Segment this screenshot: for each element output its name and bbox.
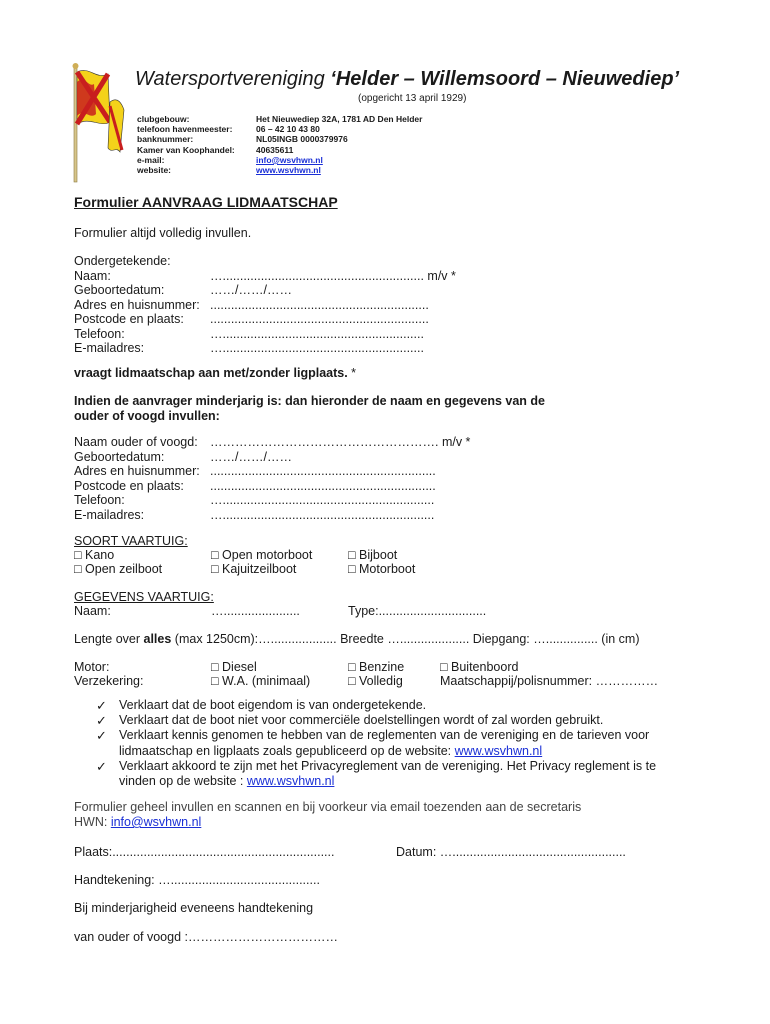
field-label: Postcode en plaats: (74, 312, 184, 326)
name-field[interactable]: ….......................................................... m/v * (210, 268, 456, 283)
info-label: website: (137, 165, 172, 176)
checkbox-volledig[interactable]: □ Volledig (348, 674, 403, 688)
minor-instruction-line1: Indien de aanvrager minderjarig is: dan hieronder de naam en gegevens van de (74, 394, 545, 408)
guardian-phone-field[interactable]: …............................................................. (210, 493, 435, 507)
guardian-signature-field[interactable]: van ouder of voogd :……………………………… (74, 930, 338, 944)
field-label: Geboortedatum: (74, 283, 165, 297)
declaration-item (96, 759, 689, 789)
field-label: Naam: (74, 268, 111, 283)
guardian-fields (74, 435, 470, 522)
checkbox-benzine[interactable]: □ Benzine (348, 660, 405, 674)
applicant-heading: Ondergetekende: (74, 254, 171, 268)
checkbox-kajuitzeilboot[interactable]: □ Kajuitzeilboot (211, 562, 297, 576)
declaration-item (96, 728, 689, 758)
request-line (74, 366, 356, 380)
guardian-name-field[interactable]: ………………………………………………. m/v * (210, 435, 471, 449)
club-info-block (137, 114, 422, 175)
policy-number-field[interactable]: Maatschappij/polisnummer: …………… (440, 674, 659, 688)
request-text: vraagt lidmaatschap aan met/zonder ligplaats. (74, 366, 348, 380)
field-label: Adres en huisnummer: (74, 464, 200, 478)
website-link[interactable]: www.wsvhwn.nl (454, 743, 543, 758)
info-value: Het Nieuwediep 32A, 1781 AD Den Helder (256, 114, 423, 124)
info-value: NL05INGB 0000379976 (256, 134, 348, 145)
declarations-list (96, 698, 689, 789)
check-icon: ✓ (96, 728, 107, 744)
address-field[interactable]: ............................................................... (210, 297, 429, 312)
submission-line1: Formulier geheel invullen en scannen en bij voorkeur via email toezenden aan de secretaris (74, 800, 582, 814)
checkbox-open-zeilboot[interactable]: □ Open zeilboot (74, 562, 163, 576)
boat-name-label: Naam: (74, 604, 111, 618)
declaration-text: Verklaart dat de boot niet voor commerciële doelstellingen wordt of zal worden gebruikt. (119, 713, 604, 728)
guardian-postcode-field[interactable]: ................................................................. (210, 478, 436, 493)
email-link[interactable]: info@wsvhwn.nl (256, 154, 323, 165)
founded-date: (opgericht 13 april 1929) (358, 93, 467, 104)
field-label: Geboortedatum: (74, 449, 165, 464)
birthdate-field[interactable]: ……/……/…… (210, 283, 292, 297)
length-prefix: Lengte over (74, 632, 144, 646)
check-icon: ✓ (96, 713, 107, 729)
field-label: Adres en huisnummer: (74, 297, 200, 312)
check-icon: ✓ (96, 758, 107, 774)
declaration-text: Verklaart dat de boot eigendom is van ondergetekende. (119, 698, 427, 712)
field-label: E-mailadres: (74, 341, 145, 355)
club-title-name: ‘Helder – Willemsoord – Nieuwediep’ (330, 68, 680, 90)
checkbox-open-motorboot[interactable]: □ Open motorboot (211, 548, 313, 562)
info-label: telefoon havenmeester: (137, 124, 233, 135)
boat-type-label: Type: (348, 604, 379, 618)
guardian-birthdate-field[interactable]: ……/……/…… (210, 449, 292, 464)
club-title-prefix: Watersportvereniging (135, 68, 325, 90)
submission-prefix: HWN: (74, 815, 111, 829)
declaration-text (119, 759, 689, 789)
field-label: Telefoon: (74, 326, 125, 341)
motor-label: Motor: (74, 660, 110, 674)
date-field[interactable]: Datum: ….................................................. (396, 845, 626, 859)
declaration-text-body: Verklaart akkoord te zijn met het Privacyreglement van de vereniging. Het Privacy reglement is te vinden op de website : (119, 758, 657, 789)
guardian-email-field[interactable]: …............................................................. (210, 507, 435, 522)
declaration-text (119, 728, 689, 758)
length-line[interactable] (74, 632, 640, 646)
length-bold: alles (143, 632, 172, 646)
field-label: E-mailadres: (74, 507, 145, 522)
checkbox-bijboot[interactable]: □ Bijboot (348, 548, 398, 562)
secretary-email-link[interactable]: info@wsvhwn.nl (110, 815, 202, 829)
insurance-label: Verzekering: (74, 674, 144, 688)
boat-type-field[interactable] (348, 604, 486, 618)
info-label: Kamer van Koophandel: (137, 144, 235, 155)
form-title: Formulier AANVRAAG LIDMAATSCHAP (74, 194, 338, 210)
length-rest: (max 1250cm):…................... Breedte ….................... Diepgang: …............... (in cm) (171, 632, 640, 646)
checkbox-buitenboord[interactable]: □ Buitenboord (440, 660, 519, 674)
club-title (135, 68, 679, 91)
info-label: e-mail: (137, 154, 165, 165)
submission-instructions (74, 800, 581, 830)
club-logo (60, 62, 126, 184)
submission-line2 (74, 815, 581, 830)
guardian-address-field[interactable]: ................................................................. (210, 464, 436, 478)
declaration-item (96, 713, 689, 728)
declaration-item (96, 698, 689, 713)
info-label: banknummer: (137, 134, 194, 145)
request-asterisk: * (347, 366, 357, 380)
email-field[interactable]: ….......................................................... (210, 341, 424, 355)
checkbox-diesel[interactable]: □ Diesel (211, 660, 257, 674)
declaration-text-body: Verklaart kennis genomen te hebben van de reglementen van de vereniging en de tarieven voor lidmaatschap en ligplaats zoals gepubliceerd op de website: (119, 728, 650, 758)
checkbox-motorboot[interactable]: □ Motorboot (348, 562, 416, 576)
boat-name-field[interactable]: …...................... (211, 604, 300, 618)
applicant-fields (74, 254, 456, 356)
website-link[interactable]: www.wsvhwn.nl (256, 165, 321, 176)
check-icon: ✓ (96, 698, 107, 713)
signature-field[interactable]: Handtekening: …........................................... (74, 873, 320, 887)
info-label: clubgebouw: (137, 114, 190, 124)
postcode-field[interactable]: ............................................................... (210, 312, 429, 326)
boat-data-heading: GEGEVENS VAARTUIG: (74, 590, 214, 604)
instruction-text: Formulier altijd volledig invullen. (74, 226, 252, 240)
field-label: Postcode en plaats: (74, 478, 184, 493)
minor-signature-note: Bij minderjarigheid eveneens handtekening (74, 901, 314, 915)
boat-type-heading: SOORT VAARTUIG: (74, 534, 188, 548)
field-label: Naam ouder of voogd: (74, 435, 198, 449)
checkbox-wa[interactable]: □ W.A. (minimaal) (211, 674, 311, 688)
phone-field[interactable]: ….......................................................... (210, 326, 424, 341)
website-link[interactable]: www.wsvhwn.nl (246, 774, 335, 789)
field-label: Telefoon: (74, 493, 125, 507)
boat-type-dots: ............................... (378, 604, 487, 618)
checkbox-kano[interactable]: □ Kano (74, 548, 115, 562)
place-field[interactable]: Plaats:................................................................ (74, 845, 335, 859)
info-value: 06 – 42 10 43 80 (256, 124, 320, 135)
minor-instruction-line2: ouder of voogd invullen: (74, 409, 220, 423)
info-value: 40635611 (256, 144, 294, 155)
